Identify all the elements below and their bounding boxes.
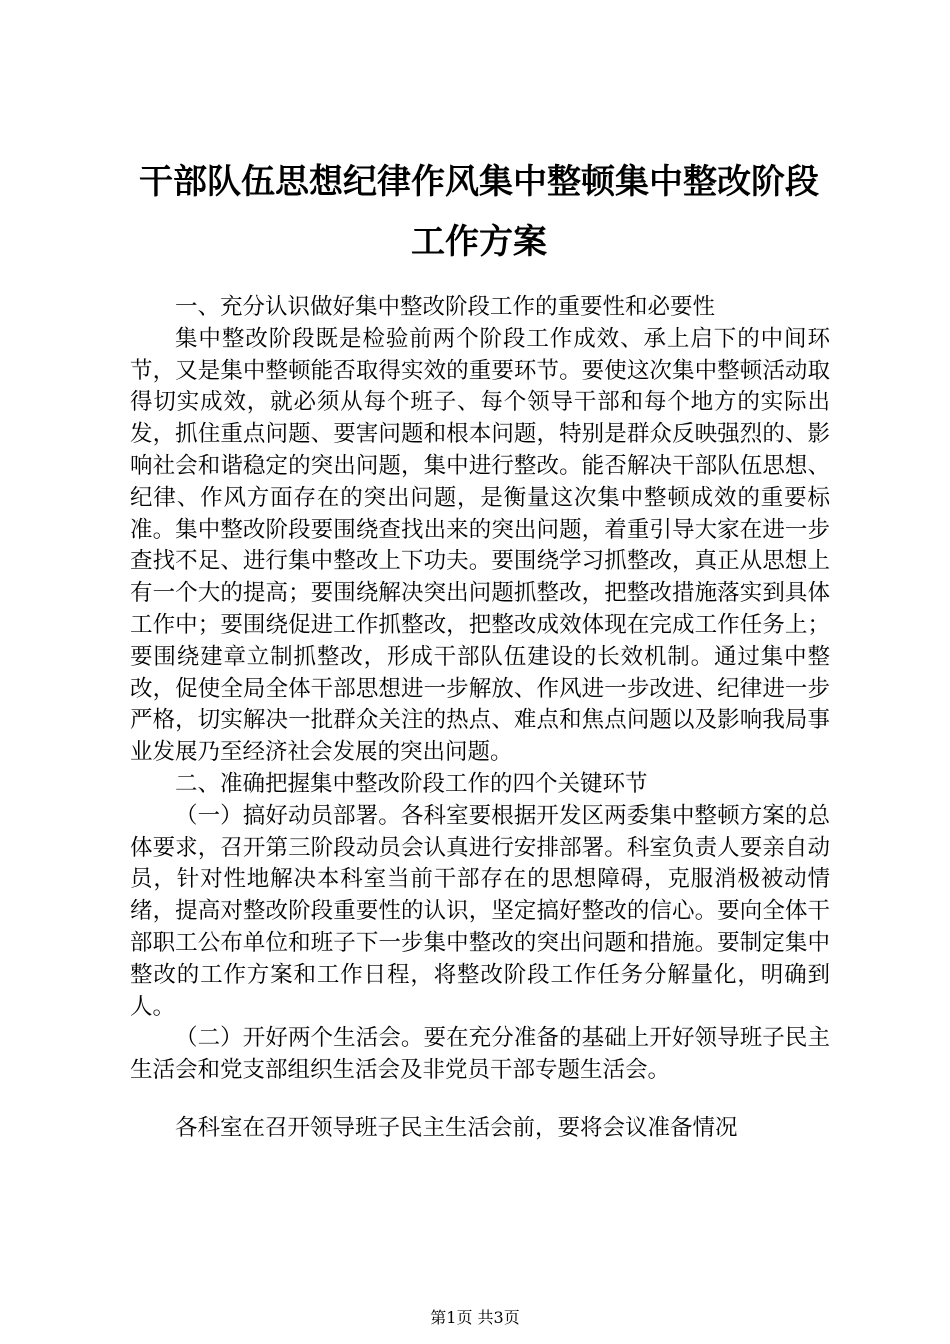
body-paragraph: 各科室在召开领导班子民主生活会前，要将会议准备情况 xyxy=(175,1114,738,1141)
document-title-line-1: 干部队伍思想纪律作风集中整顿集中整改阶段 xyxy=(139,162,819,202)
section-heading-2: 二、准确把握集中整改阶段工作的四个关键环节 xyxy=(175,770,648,797)
body-paragraph: 集中整改阶段既是检验前两个阶段工作成效、承上启下的中间环节，又是集中整顿能否取得实效的重要环节。要使这次集中整顿活动取得切实成效，就必须从每个班子、每个领导干部和每个地方的实际出发，抓住重点问题、要害问题和根本问题，特别是群众反映强烈的、影响社会和谐稳定的突出问题，集中进行整改。能否解决干部队伍思想、纪律、作风方面存在的突出问题，是衡量这次集中整顿成效的重要标准。集中整改阶段要围绕查找出来的突出问题，着重引导大家在进一步查找不足、进行集中整改上下功夫。要围绕学习抓整改，真正从思想上有一个大的提高；要围绕解决突出问题抓整改，把整改措施落实到具体工作中；要围绕促进工作抓整改，把整改成效体现在完成工作任务上；要围绕建章立制抓整改，形成干部队伍建设的长效机制。通过集中整改，促使全局全体干部思想进一步解放、作风进一步改进、纪律进一步严格，切实解决一批群众关注的热点、难点和焦点问题以及影响我局事业发展乃至经济社会发展的突出问题。 xyxy=(130,325,830,766)
body-paragraph: （二）开好两个生活会。要在充分准备的基础上开好领导班子民主生活会和党支部组织生活会及非党员干部专题生活会。 xyxy=(130,1025,830,1084)
document-title-line-2: 工作方案 xyxy=(411,222,547,262)
document-body xyxy=(130,292,830,1145)
section-heading-1: 一、充分认识做好集中整改阶段工作的重要性和必要性 xyxy=(175,294,716,320)
page-footer: 第1页 共3页 xyxy=(430,1308,520,1327)
body-paragraph: （一）搞好动员部署。各科室要根据开发区两委集中整顿方案的总体要求，召开第三阶段动员会认真进行安排部署。科室负责人要亲自动员，针对性地解决本科室当前干部存在的思想障碍，克服消极被动情绪，提高对整改阶段重要性的认识，坚定搞好整改的信心。要向全体干部职工公布单位和班子下一步集中整改的突出问题和措施。要制定集中整改的工作方案和工作日程，将整改阶段工作任务分解量化，明确到人。 xyxy=(130,802,830,1020)
